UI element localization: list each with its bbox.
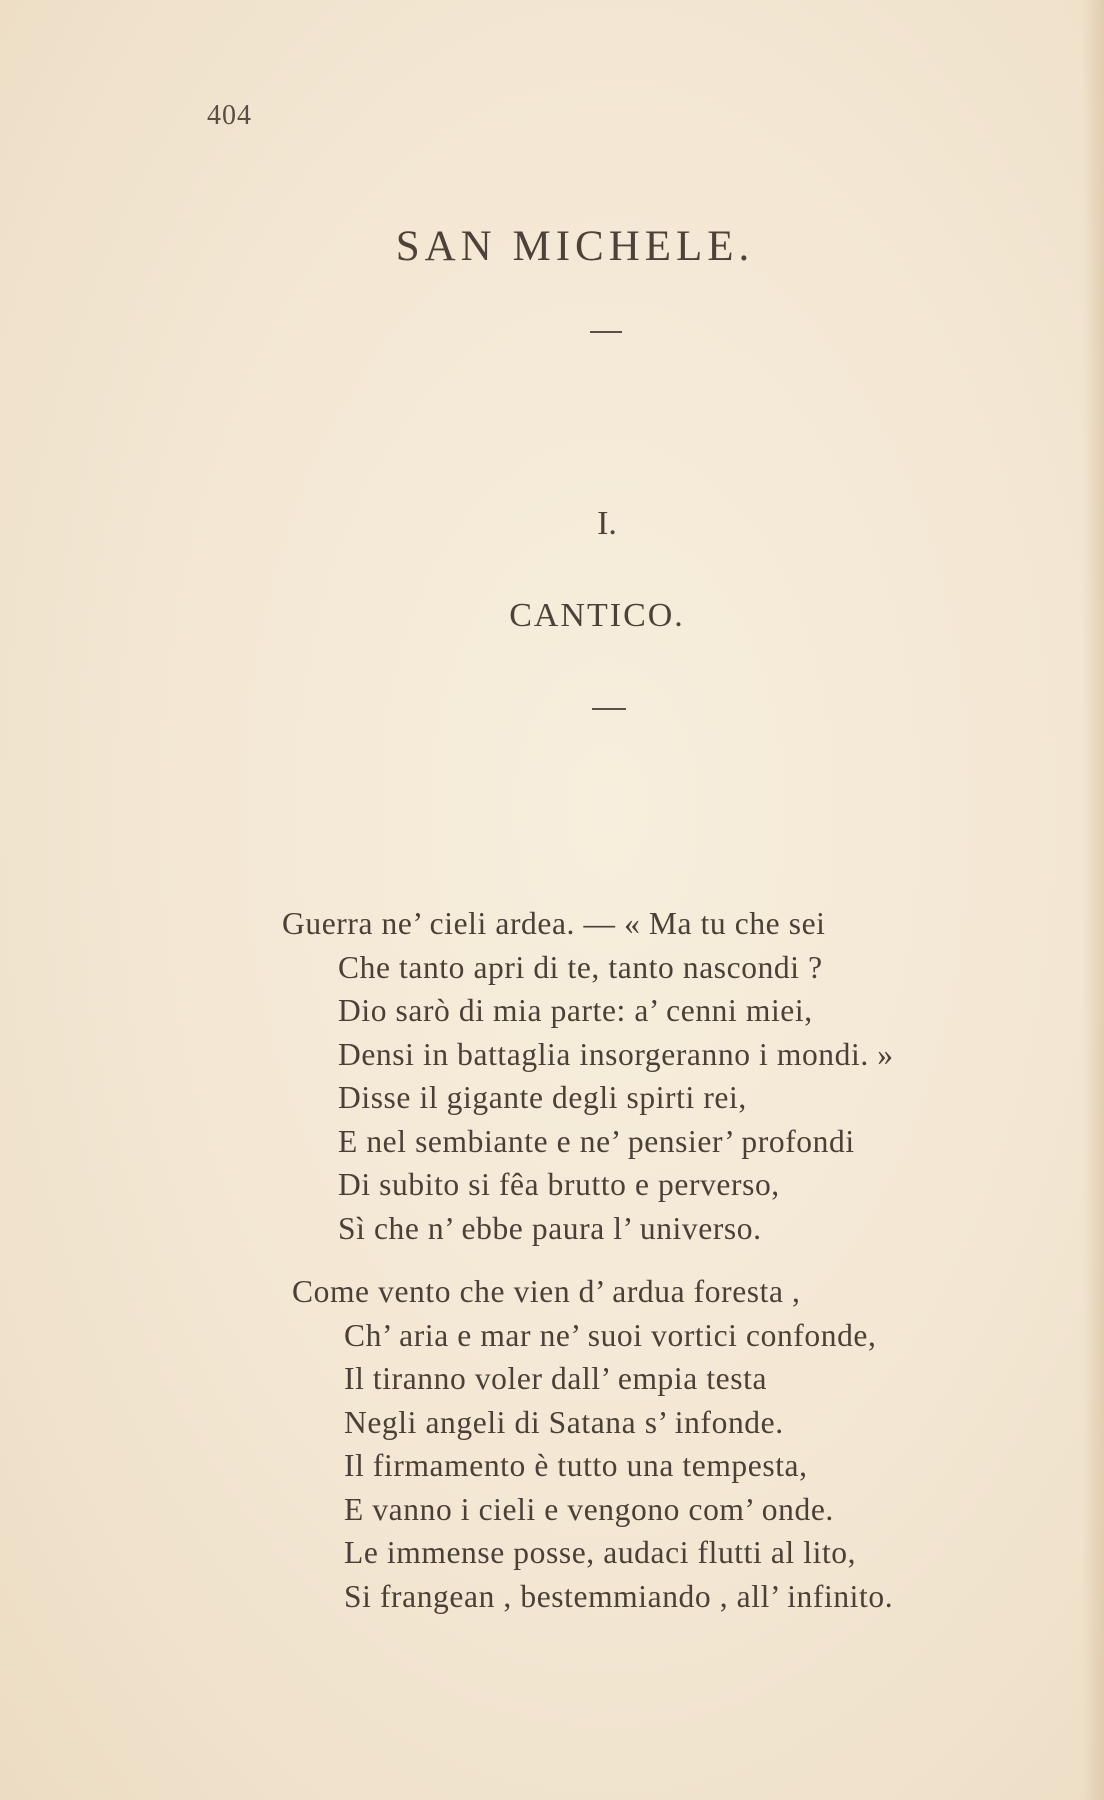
stanza (292, 1270, 893, 1618)
verse-line: Negli angeli di Satana s’ infonde. (344, 1404, 784, 1440)
title-divider (590, 331, 622, 333)
verse-line: Il tiranno voler dall’ empia testa (344, 1361, 768, 1396)
verse-line: E vanno i cieli e vengono com’ onde. (344, 1491, 834, 1527)
verse-line: Di subito si fêa brutto e perverso, (338, 1167, 780, 1202)
poem-title: SAN MICHELE. (395, 223, 755, 270)
section-divider (592, 708, 626, 710)
verse-line: E nel sembiante e ne’ pensier’ profondi (338, 1123, 855, 1159)
verse-line: Guerra ne’ cieli ardea. — « Ma tu che sei (282, 906, 826, 941)
verse-line: Densi in battaglia insorgeranno i mondi. » (338, 1036, 894, 1072)
section-number: I. (597, 505, 617, 542)
verse-line: Le immense posse, audaci flutti al lito, (344, 1535, 857, 1570)
verse-line: Sì che n’ ebbe paura l’ universo. (338, 1210, 762, 1246)
verse-line: Ch’ aria e mar ne’ suoi vortici confonde, (344, 1317, 877, 1353)
verse-line: Come vento che vien d’ ardua foresta , (292, 1274, 801, 1309)
page-number: 404 (207, 100, 252, 131)
verse-line: Disse il gigante degli spirti rei, (338, 1080, 747, 1115)
section-title: CANTICO. (509, 597, 685, 634)
verse-line: Si frangean , bestemmiando , all’ infinito. (344, 1578, 894, 1614)
verse-line: Che tanto apri di te, tanto nascondi ? (338, 949, 823, 985)
stanza (282, 902, 894, 1250)
verse-line: Dio sarò di mia parte: a’ cenni miei, (338, 993, 813, 1028)
verse-line: Il firmamento è tutto una tempesta, (344, 1448, 808, 1483)
